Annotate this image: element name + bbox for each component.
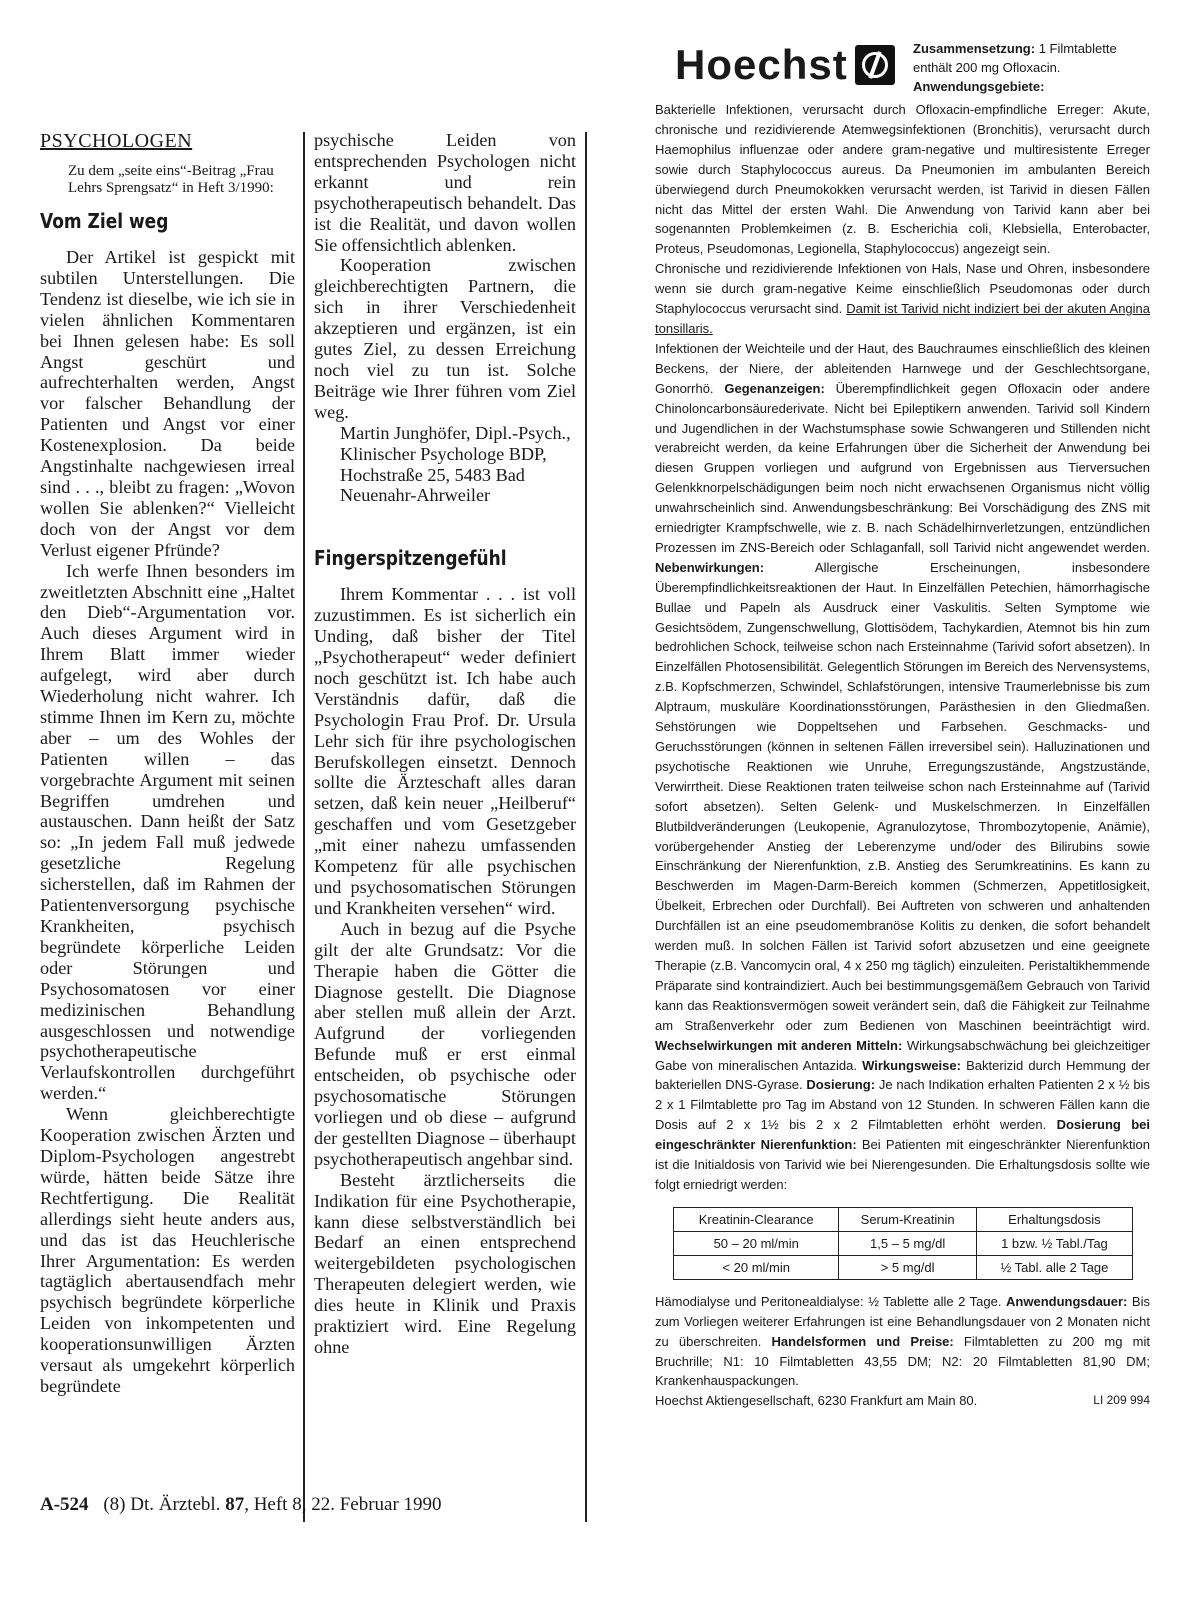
journal-volume: 87	[225, 1494, 245, 1515]
column-divider	[303, 132, 305, 1522]
ad-header	[655, 35, 1150, 100]
article-paragraph: Ihrem Kommentar . . . ist voll zuzustimmen. Es ist sicherlich ein Unding, daß bisher der Titel „Psychotherapeut“ weder definiert noch geschützt ist. Ich habe auch Verständnis dafür, daß die Psychologin Frau Prof. Dr. Ursula Lehr sich für ihre psychologischen Berufskollegen einsetzt. Dennoch sollte die Ärzteschaft alles daran setzen, daß kein neuer „Heilberuf“ geschaffen und vom Gesetzgeber „mit einer nahezu umfassenden Kompetenz für alle psychischen und psychosomatischen Störungen und Krankheiten versehen“ wird.	[314, 584, 576, 918]
article-paragraph: Besteht ärztlicherseits die Indikation für eine Psychotherapie, kann diese selbstverständlich bei Bedarf an einen entsprechend weitergebildeten psychologischen Therapeuten delegiert werden, wie dies heute in Klinik und Praxis praktiziert wird. Eine Regelung ohne	[314, 1169, 576, 1357]
dosage-table	[673, 1207, 1133, 1280]
article-paragraph: Kooperation zwischen gleichberechtigten Partnern, die sich in ihrer Verschiedenheit akzeptieren und ergänzen, ist ein gutes Ziel, zu dessen Erreichung noch viel zu tun ist. Solche Beiträge wie Ihrer führen vom Ziel weg.	[314, 255, 576, 422]
indications-text: Bakterielle Infektionen, verursacht durch Ofloxacin-empfindliche Erreger: Akute, chronische und rezidivierende Atemwegsinfektionen (Bronchitis), verursacht durch Haemophilus influenzae oder andere gram-negative und multiresistente Erreger sowie durch Staphylococcus aureus. Da Pneumonien im ambulanten Bereich überwiegend durch Pneumokokken verursacht werden, ist Tarivid in diesen Fällen nicht das Mittel der ersten Wahl. Die Anwendung von Tarivid kann aber bei sogenannten Problemkeimen (z. B. Escherichia coli, Klebsiella, Enterobacter, Proteus, Pseudomonas, Legionella, Staphylococcus) angezeigt sein.	[655, 102, 1150, 257]
page-number: A-524	[40, 1494, 89, 1515]
hoechst-logo-icon	[855, 45, 895, 85]
table-row: < 20 ml/min > 5 mg/dl ½ Tabl. alle 2 Tage	[674, 1255, 1133, 1279]
column-divider	[585, 132, 587, 1522]
journal-name: (8) Dt. Ärztebl.	[103, 1494, 221, 1515]
table-row: 50 – 20 ml/min 1,5 – 5 mg/dl 1 bzw. ½ Tabl./Tag	[674, 1231, 1133, 1255]
page-footer	[40, 1494, 442, 1516]
section-heading: PSYCHOLOGEN	[40, 130, 193, 152]
article-paragraph: Wenn gleichberechtigte Kooperation zwischen Ärzten und Diplom-Psychologen angestrebt würde, hätten beide Sätze ihre Rechtfertigung. Die Realität allerdings sieht heute anders aus, und das ist das Heuchlerische Ihrer Argumentation: Es werden tagtäglich abertausendfach mehr psychisch begründete körperliche Leiden von inkompetenten und kooperationsunwilligen Ärzten versaut als umgekehrt körperlich begründete	[40, 1104, 295, 1396]
composition-text: Zusammensetzung: 1 Filmtablette enthält 200 mg Ofloxacin. Anwendungsgebiete:	[913, 41, 1117, 94]
warning-underlined: Damit ist Tarivid nicht indiziert bei der akuten Angina tonsillaris.	[655, 301, 1150, 336]
table-header-row: Kreatinin-Clearance Serum-Kreatinin Erhaltungsdosis	[674, 1207, 1133, 1231]
company-line: Hoechst Aktiengesellschaft, 6230 Frankfurt am Main 80. LI 209 994	[655, 1391, 1150, 1411]
issue-date: , Heft 8, 22. Februar 1990	[244, 1494, 442, 1515]
column-left	[40, 130, 295, 1397]
duration-text: Hämodialyse und Peritonealdialyse: ½ Tablette alle 2 Tage. Anwendungsdauer: Bis zum Vorliegen weiterer Erfahrungen ist eine Behandlungsdauer von 2 Monaten nicht zu überschreiten. Handelsformen und Preise: Filmtabletten zu 200 mg mit Bruchrille; N1: 10 Filmtabletten 43,55 DM; N2: 20 Filmtabletten 81,90 DM; Krankenhauspackungen.	[655, 1293, 1150, 1389]
article-paragraph: Ich werfe Ihnen besonders im zweitletzten Abschnitt eine „Haltet den Dieb“-Argumentation vor. Auch dieses Argument wird in Ihrem Blatt immer wieder aufgelegt, wird aber durch Wiederholung nicht wahrer. Ich stimme Ihnen im Kern zu, möchte aber – um des Wohles der Patienten willen – das vorgebrachte Argument mit seinen Begriffen umdrehen und austauschen. Dann heißt der Satz so: „In jedem Fall muß jedwede gesetzliche Regelung sicherstellen, daß im Rahmen der Patientenversorgung psychische Krankheiten, psychisch begründete körperliche Leiden oder Störungen und Psychosomatosen vor einer medizinischen Behandlung ausgeschlossen und notwendige psychotherapeutische Verlaufskontrollen durchgeführt werden.“	[40, 560, 295, 1104]
indications-text: Chronische und rezidivierende Infektionen von Hals, Nase und Ohren, insbesondere wenn sie durch gram-negative Keime einschließlich Pseudomonas oder durch Staphylococcus verursacht sind. Damit ist Tarivid nicht indiziert bei der akuten Angina tonsillaris.	[655, 261, 1150, 336]
column-middle	[314, 130, 576, 1358]
article-title: Vom Ziel weg	[40, 209, 169, 233]
reference-code: LI 209 994	[1093, 1393, 1150, 1408]
author-signature: Martin Junghöfer, Dipl.-Psych., Klinischer Psychologe BDP, Hochstraße 25, 5483 Bad Neuenahr-Ahrweiler	[340, 422, 571, 506]
article-paragraph: Der Artikel ist gespickt mit subtilen Unterstellungen. Die Tendenz ist dieselbe, wie ich sie in vielen ähnlichen Kommentaren bei Ihnen gelesen habe: Es soll Angst geschürt und aufrechterhalten werden, Angst vor falscher Behandlung der Patienten und Angst vor einer Kostenexplosion. Da beide Angstinhalte nachgewiesen irreal sind . . ., bleibt zu fragen: „Wovon wollen Sie ablenken?“ Vielleicht doch von der Angst vor dem Verlust eigener Pfründe?	[40, 247, 295, 560]
contraindications-text: Infektionen der Weichteile und der Haut, des Bauchraumes einschließlich des kleinen Beckens, der Niere, der ableitenden Harnwege und der Geschlechtsorgane, Gonorrhö. Gegenanzeigen: Überempfindlichkeit gegen Ofloxacin oder andere Chinoloncarbonsäurederivate. Nicht bei Epileptikern anwenden. Tarivid soll Kindern und Jugendlichen in der Wachstumsphase sowie Schwangeren und Stillenden nicht verabreicht werden, da keine Erfahrungen über die Sicherheit der Anwendung bei diesen Gruppen vorliegen und aufgrund von Ergebnissen aus Tierversuchen Gelenkknorpelschädigungen beim noch nicht erwachsenen Organismus nicht völlig unwahrscheinlich sind. Anwendungsbeschränkung: Bei Vorschädigung des ZNS mit erniedrigter Krampfschwelle, wie z. B. nach Schädelhirnverletzungen, entzündlichen Prozessen im ZNS-Bereich oder Schlaganfall, soll Tarivid nicht angewendet werden. Nebenwirkungen: Allergische Erscheinungen, insbesondere Überempfindlichkeitsreaktionen der Haut. In Einzelfällen Petechien, hämorrhagische Bullae und Papeln als Ausdruck einer Vaskulitis. Selten Symptome wie Gesichtsödem, Zungenschwellung, Glottisödem, Tachykardien, Atemnot bis hin zum bedrohlichen Schock, teilweise schon nach Ersteinnahme (Tarivid sofort absetzen). In Einzelfällen Photosensibilität. Gelegentlich Störungen im Bereich des Nervensystems, z.B. Kopfschmerzen, Schwindel, Schlafstörungen, intensive Traumerlebnisse bis zum Alptraum, muskuläre Koordinationsstörungen, Parästhesien in den Gliedmaßen. Sehstörungen wie Doppeltsehen und Farbsehen. Geschmacks- und Geruchsstörungen (können in seltenen Fällen irreversibel sein). Halluzinationen und psychotische Reaktionen wie Unruhe, Erregungszustände, Angstzustände, Verwirrtheit. Diese Reaktionen traten teilweise schon nach Ersteinnahme auf (Tarivid sofort absetzen). Selten Gelenk- und Muskelschmerzen. In Einzelfällen Blutbildveränderungen (Leukopenie, Agranulozytose, Thrombozytopenie, Anämie), vorübergehender Anstieg der Leberenzyme und/oder des Bilirubins sowie Einschränkung der Nierenfunktion, z.B. Anstieg des Serumkreatinins. Es kann zu Beschwerden im Magen-Darm-Bereich kommen (Schmerzen, Appetitlosigkeit, Übelkeit, Erbrechen oder Durchfall). Bei Auftreten von schweren und anhaltenden Durchfällen ist an eine pseudomembranöse Kolitis zu denken, die sofort behandelt werden muß. In solchen Fällen ist Tarivid sofort abzusetzen und eine geeignete Therapie (z.B. Vancomycin oral, 4 x 250 mg täglich) einzuleiten. Peristaltikhemmende Präparate sind kontraindiziert. Auch bei bestimmungsgemäßem Gebrauch von Tarivid kann das Reaktionsvermögen soweit verändert sein, daß die Fähigkeit zur Teilnahme am Straßenverkehr oder zum Bedienen von Maschinen beeinträchtigt wird. Wechselwirkungen mit anderen Mitteln: Wirkungsabschwächung bei gleichzeitiger Gabe von mineralischen Antazida. Wirkungsweise: Bakterizid durch Hemmung der bakteriellen DNS-Gyrase. Dosierung: Je nach Indikation erhalten Patienten 2 x ½ bis 2 x 1 Filmtablette pro Tag im Abstand von 12 Stunden. In schweren Fällen kann die Dosis auf 2 x 1½ bis 2 x 2 Filmtabletten erhöht werden. Dosierung bei eingeschränkter Nierenfunktion: Bei Patienten mit eingeschränkter Nierenfunktion ist die Initialdosis von Tarivid wie bei Nierengesunden. Die Erhaltungsdosis sollte wie folgt erniedrigt werden:	[655, 340, 1151, 1192]
brand-name: Hoechst	[675, 41, 848, 88]
intro-note: Zu dem „seite eins“-Beitrag „Frau Lehrs Sprengsatz“ in Heft 3/1990:	[68, 163, 274, 196]
article-paragraph: psychische Leiden von entsprechenden Psychologen nicht erkannt und rein psychotherapeutisch behandelt. Das ist die Realität, und davon wollen Sie offensichtlich ablenken.	[314, 130, 576, 255]
article-paragraph: Auch in bezug auf die Psyche gilt der alte Grundsatz: Vor die Therapie haben die Götter die Diagnose gestellt. Die Diagnose aber stellen muß allein der Arzt. Aufgrund der vorliegenden Befunde muß er erst einmal entscheiden, ob psychische oder psychosomatische Störungen vorliegen und ob diese – aufgrund der gestellten Diagnose – überhaupt psychotherapeutisch angehbar sind.	[314, 918, 576, 1169]
drug-advertisement	[655, 35, 1150, 1411]
article-title: Fingerspitzengefühl	[314, 546, 507, 571]
